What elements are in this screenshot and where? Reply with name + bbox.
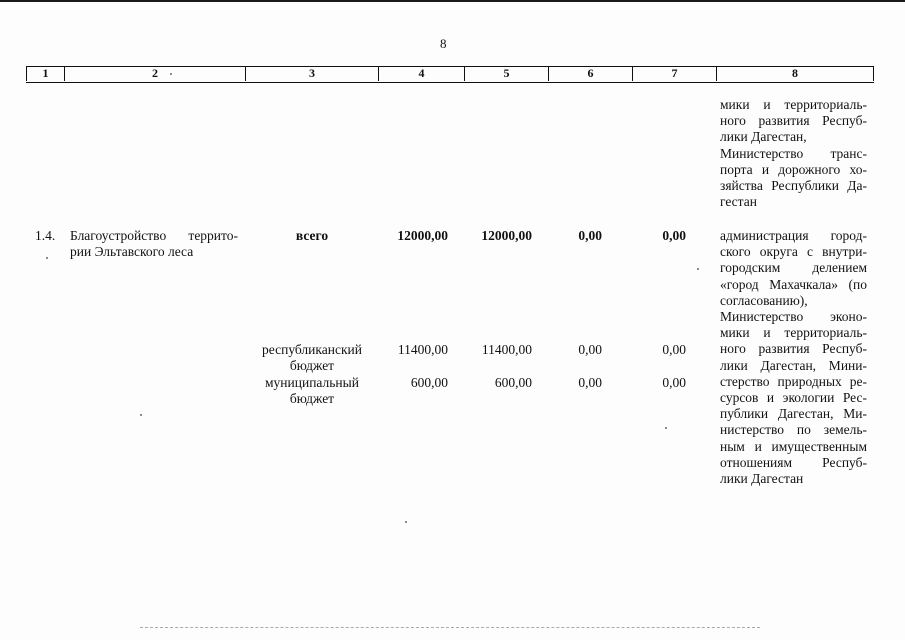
text-line: мики и территориаль-: [720, 97, 867, 112]
header-col-7: 7: [632, 66, 716, 81]
municipal-col6: 0,00: [578, 375, 602, 390]
total-col7: 0,00: [662, 228, 686, 243]
scan-speck: [697, 268, 699, 270]
text-line: зяйства Республики Да-: [720, 178, 867, 194]
text-line: республиканский: [262, 342, 362, 357]
total-col4: 12000,00: [397, 228, 448, 243]
budget-source-republican: [248, 342, 376, 374]
scan-speck: [170, 73, 172, 75]
total-col5: 12000,00: [481, 228, 532, 243]
header-col-6: 6: [548, 66, 632, 81]
text-line: стерство природных ре-: [720, 373, 867, 389]
republican-col5: 11400,00: [481, 342, 532, 357]
text-line: лики Дагестан: [720, 471, 804, 487]
scan-speck: [140, 414, 142, 416]
budget-source-total: всего: [295, 228, 329, 243]
text-line: согласованию),: [720, 292, 808, 308]
page-number: 8: [440, 36, 447, 51]
republican-col7: 0,00: [662, 342, 686, 357]
header-col-4: 4: [378, 66, 464, 81]
municipal-col5: 600,00: [494, 375, 532, 390]
text-line: бюджет: [289, 391, 335, 407]
page-top-edge: [0, 0, 905, 2]
municipal-col4: 600,00: [410, 375, 448, 390]
header-col-2: 2: [64, 66, 245, 81]
text-line: мики и территориаль-: [720, 325, 867, 341]
text-line: ного развития Респуб-: [720, 113, 867, 129]
text-line: публики Дагестан, Ми-: [720, 406, 867, 422]
text-line: ного развития Респуб-: [720, 341, 867, 357]
text-line: лики Дагестан,: [720, 129, 807, 145]
scan-speck: [405, 521, 407, 523]
total-col6: 0,00: [578, 228, 602, 243]
text-line: гестан: [720, 194, 757, 210]
text-line: рии Эльтавского леса: [70, 244, 194, 260]
text-line: ным и имущественным: [720, 438, 867, 454]
header-col-8: 8: [716, 66, 874, 81]
text-line: Министерство транс-: [720, 145, 867, 161]
municipal-col7: 0,00: [662, 375, 686, 390]
row-executors-text: [720, 228, 867, 487]
text-line: порта и дорожного хо-: [720, 161, 867, 177]
text-line: нистерство по земель-: [720, 422, 867, 438]
header-col-3: 3: [245, 66, 378, 81]
text-line: администрация город-: [720, 228, 867, 243]
header-col-1: 1: [26, 66, 64, 81]
text-line: Министерство эконо-: [720, 309, 867, 325]
scan-speck: [665, 427, 667, 429]
text-line: Благоустройство террито-: [70, 228, 238, 243]
republican-col6: 0,00: [578, 342, 602, 357]
text-line: сурсов и экологии Рес-: [720, 390, 867, 406]
continued-executors-text: [720, 97, 867, 210]
text-line: «город Махачкала» (по: [720, 276, 867, 292]
text-line: городским делением: [720, 260, 867, 276]
row-number: 1.4.: [35, 228, 56, 243]
text-line: ского округа с внутри-: [720, 244, 867, 260]
text-line: бюджет: [289, 358, 335, 374]
text-line: лики Дагестан, Мини-: [720, 357, 867, 373]
text-line: муниципальный: [265, 375, 359, 390]
scan-bottom-artifact: [140, 627, 760, 629]
row-name: [70, 228, 238, 260]
text-line: отношениям Респуб-: [720, 454, 867, 470]
republican-col4: 11400,00: [397, 342, 448, 357]
header-col-5: 5: [464, 66, 548, 81]
budget-source-municipal: [248, 375, 376, 407]
scan-speck: [46, 257, 48, 259]
